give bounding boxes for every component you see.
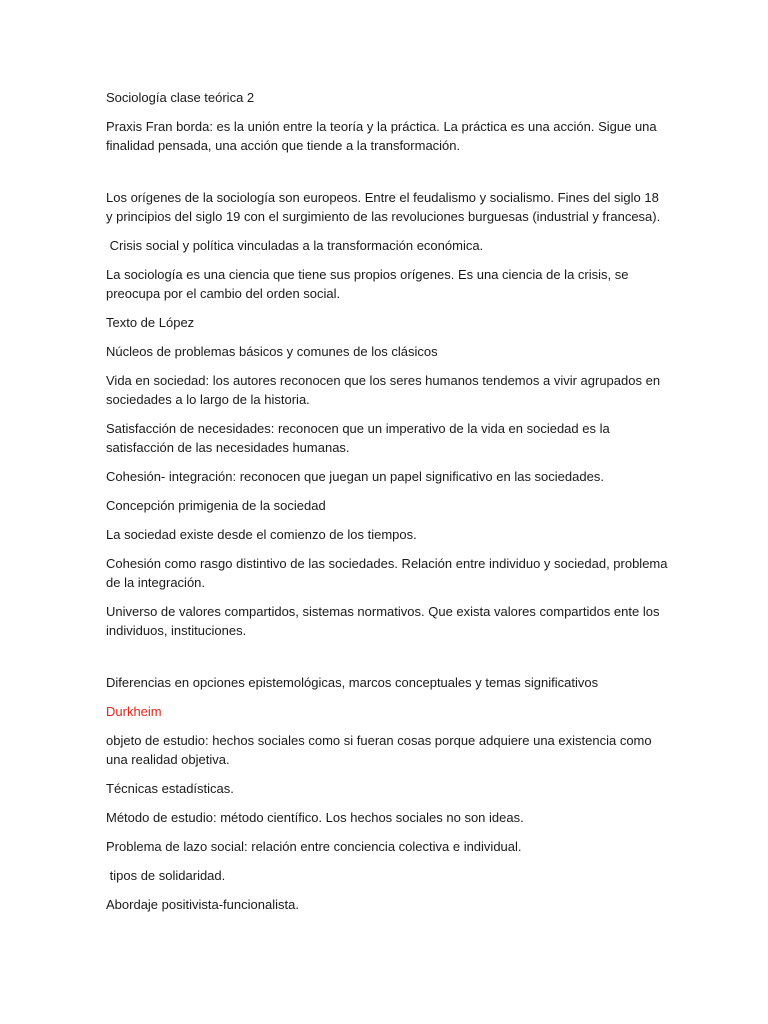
paragraph-cohesion-integracion: Cohesión- integración: reconocen que juegan un papel significativo en las sociedades. bbox=[106, 469, 604, 484]
heading-durkheim: Durkheim bbox=[106, 704, 162, 719]
paragraph-texto-lopez: Texto de López bbox=[106, 315, 195, 330]
paragraph-crisis: Crisis social y política vinculadas a la transformación económica. bbox=[106, 238, 484, 253]
paragraph-praxis: Praxis Fran borda: es la unión entre la teoría y la práctica. La práctica es una acción. Sigue una finalidad pensada, una acción que tiende a la transformación. bbox=[106, 119, 657, 153]
paragraph-solidaridad: tipos de solidaridad. bbox=[106, 868, 226, 883]
paragraph-origenes: Los orígenes de la sociología son europeos. Entre el feudalismo y socialismo. Fines del siglo 18 y principios del siglo 19 con el surgimiento de las revoluciones burguesas (industrial y francesa). bbox=[106, 190, 661, 224]
paragraph-ciencia: La sociología es una ciencia que tiene sus propios orígenes. Es una ciencia de la crisis, se preocupa por el cambio del orden social. bbox=[106, 267, 629, 301]
paragraph-cohesion-rasgo: Cohesión como rasgo distintivo de las sociedades. Relación entre individuo y sociedad, problema de la integración. bbox=[106, 556, 668, 590]
document-title: Sociología clase teórica 2 bbox=[106, 90, 255, 105]
paragraph-satisfaccion: Satisfacción de necesidades: reconocen que un imperativo de la vida en sociedad es la satisfacción de las necesidades humanas. bbox=[106, 421, 610, 455]
paragraph-metodo: Método de estudio: método científico. Los hechos sociales no son ideas. bbox=[106, 810, 524, 825]
paragraph-tecnicas: Técnicas estadísticas. bbox=[106, 781, 234, 796]
paragraph-valores: Universo de valores compartidos, sistemas normativos. Que exista valores compartidos ente los individuos, instituciones. bbox=[106, 604, 660, 638]
paragraph-lazo-social: Problema de lazo social: relación entre conciencia colectiva e individual. bbox=[106, 839, 522, 854]
paragraph-vida-sociedad: Vida en sociedad: los autores reconocen que los seres humanos tendemos a vivir agrupados en sociedades a lo largo de la historia. bbox=[106, 373, 661, 407]
paragraph-concepcion: Concepción primigenia de la sociedad bbox=[106, 498, 326, 513]
paragraph-abordaje: Abordaje positivista-funcionalista. bbox=[106, 897, 299, 912]
paragraph-sociedad-existe: La sociedad existe desde el comienzo de los tiempos. bbox=[106, 527, 417, 542]
paragraph-diferencias: Diferencias en opciones epistemológicas, marcos conceptuales y temas significativos bbox=[106, 675, 599, 690]
paragraph-nucleos: Núcleos de problemas básicos y comunes de los clásicos bbox=[106, 344, 438, 359]
paragraph-objeto-estudio: objeto de estudio: hechos sociales como si fueran cosas porque adquiere una existencia como una realidad objetiva. bbox=[106, 733, 652, 767]
